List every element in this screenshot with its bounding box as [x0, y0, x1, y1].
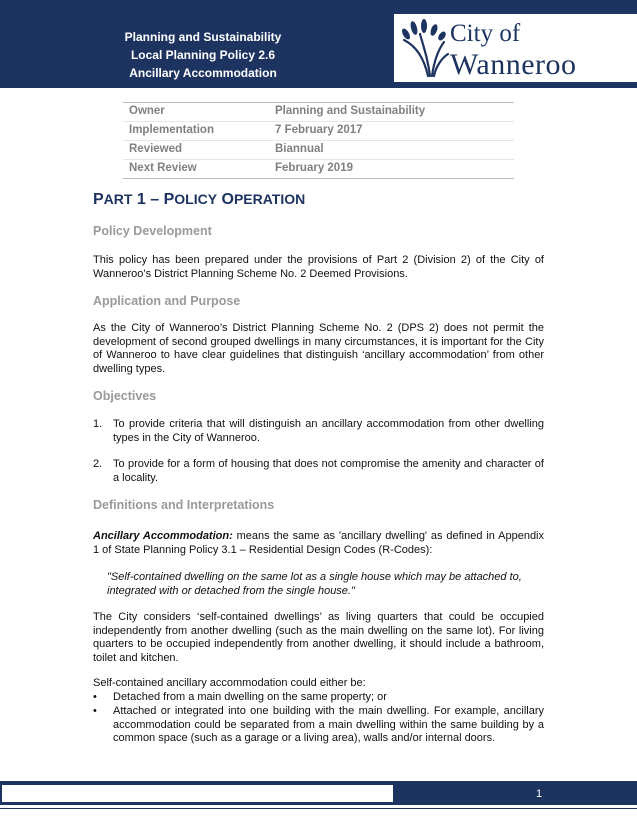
section-heading-policy-development: Policy Development	[93, 224, 212, 238]
section-heading-definitions: Definitions and Interpretations	[93, 498, 275, 512]
bullet-item: • Detached from a main dwelling on the same property; or	[93, 691, 387, 703]
logo-wanneroo-text: Wanneroo	[450, 48, 577, 81]
application-text: As the City of Wanneroo’s District Planning Scheme No. 2 (DPS 2) does not permit the development of second grouped dwellings in many circumstances, it is important for the City of Wanneroo to have clear guidelines that distinguish ‘ancillary accommodation’ from other dwelling types.	[93, 322, 544, 375]
header-banner	[0, 0, 637, 88]
footer-panel	[2, 785, 393, 802]
logo-city-text: City of	[450, 20, 521, 47]
definition-term: Ancillary Accommodation:	[93, 530, 233, 542]
objective-item: 2. To provide for a form of housing that does not compromise the amenity and character of a locality.	[93, 458, 544, 484]
document-title: Planning and Sustainability Local Planning Policy 2.6 Ancillary Accommodation	[124, 30, 282, 80]
meta-row-next-review: Next Review February 2019	[123, 159, 514, 178]
definition-quote: "Self-contained dwelling on the same lot as a single house which may be attached to, integrated with or detached from the single house."	[107, 571, 522, 597]
bullet-dot-icon: •	[93, 705, 97, 717]
banksia-icon	[398, 18, 450, 78]
footer-divider	[0, 808, 637, 809]
list-intro: Self-contained ancillary accommodation could either be:	[93, 677, 366, 689]
section-heading-application: Application and Purpose	[93, 294, 241, 308]
self-contained-paragraph: The City considers ‘self-contained dwellings’ as living quarters that could be occupied independently from another dwelling (such as the main dwelling on the same lot). For living quarters to be occupied independently from another dwelling, it should include a bathroom, toilet and kitchen.	[93, 611, 544, 664]
section-heading-objectives: Objectives	[93, 389, 157, 403]
objective-item: 1. To provide criteria that will distinguish an ancillary accommodation from other dwelling types in the City of Wanneroo.	[93, 418, 544, 444]
meta-row-owner: Owner Planning and Sustainability	[129, 105, 426, 117]
part-heading: PART 1 – POLICY OPERATION	[93, 191, 306, 208]
definition-text: Ancillary Accommodation: means the same as 'ancillary dwelling' as defined in Appendix 1 of State Planning Policy 3.1 – Residential Design Codes (R-Codes):	[93, 530, 545, 556]
meta-row-reviewed: Reviewed Biannual	[123, 140, 514, 159]
page-number: 1	[536, 788, 543, 800]
meta-row-implementation: Implementation 7 February 2017	[123, 121, 514, 140]
policy-development-text: This policy has been prepared under the provisions of Part 2 (Division 2) of the City of Wanneroo’s District Planning Scheme No. 2 Deemed Provisions.	[93, 254, 544, 280]
bullet-item: • Attached or integrated into one building with the main dwelling. For example, ancillary accommodation could be separated from a main dwelling within the same building by a common space (such as a garage or a living area), walls and/or internal doors.	[93, 705, 544, 744]
policy-metadata-table	[123, 102, 514, 179]
city-logo	[394, 14, 637, 82]
bullet-dot-icon: •	[93, 691, 97, 703]
